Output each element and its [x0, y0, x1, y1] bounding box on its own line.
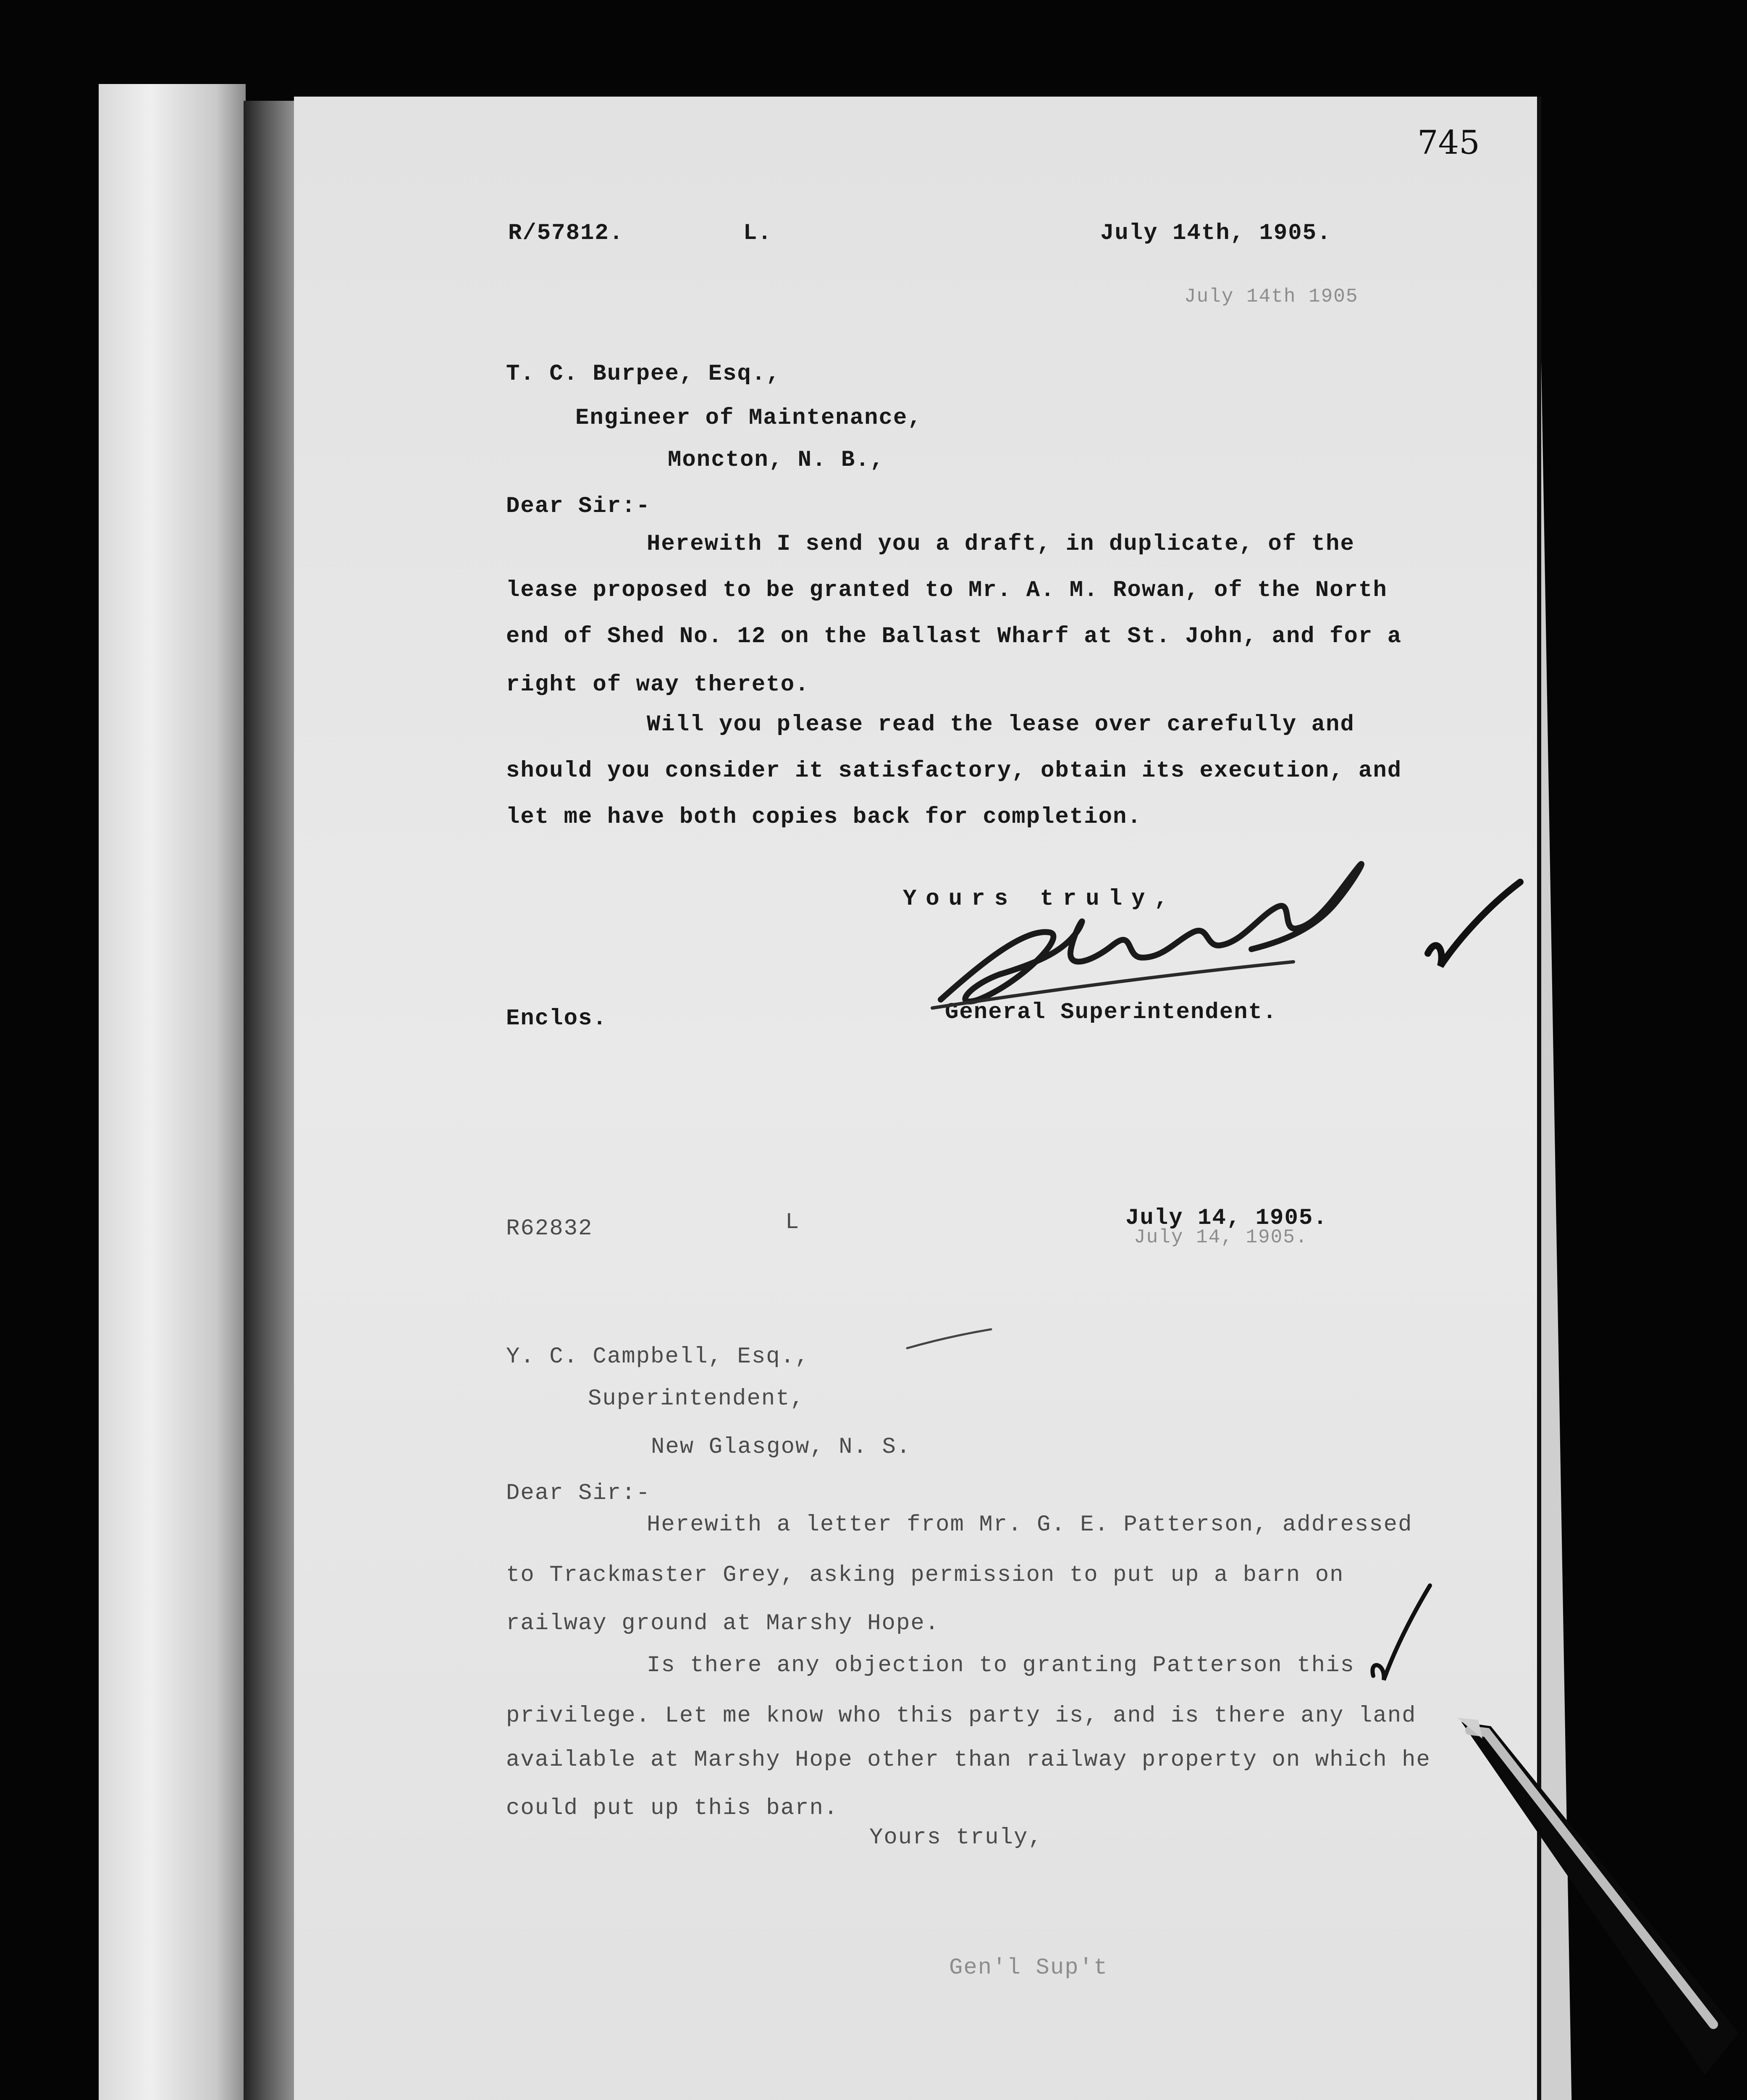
letter1-body-line: Will you please read the lease over carefully and — [647, 712, 1355, 738]
page-number: 745 — [1417, 124, 1480, 162]
bleed-through-date: July 14, 1905. — [1134, 1226, 1308, 1248]
letter2-body-line: to Trackmaster Grey, asking permission to put up a barn on — [506, 1562, 1344, 1588]
letter2-closing: Yours truly, — [869, 1825, 1043, 1851]
letter1-recipient-place: Moncton, N. B., — [668, 447, 885, 473]
pencil-mark — [903, 1323, 995, 1357]
letter1-recipient-name: T. C. Burpee, Esq., — [506, 361, 781, 387]
letter2-recipient-place: New Glasgow, N. S. — [651, 1434, 911, 1460]
letter2-signature-title: Gen'l Sup't — [949, 1955, 1108, 1981]
check-mark — [1419, 874, 1529, 983]
left-page-strip — [99, 84, 246, 2100]
check-mark — [1361, 1579, 1436, 1688]
handwritten-signature — [915, 823, 1386, 1025]
binding-shadow — [244, 101, 298, 2100]
letter1-signature-title: General Superintendent. — [945, 1000, 1277, 1025]
letter2-reference: R62832 — [506, 1216, 593, 1242]
letter2-body-line: Is there any objection to granting Patterson this — [647, 1653, 1355, 1678]
letter2-body-line: could put up this barn. — [506, 1796, 839, 1821]
letter1-closing: Yours truly, — [903, 886, 1177, 912]
letter1-body-line: Herewith I send you a draft, in duplicate, of the — [647, 531, 1355, 557]
letter1-salutation: Dear Sir:- — [506, 494, 651, 519]
letter2-date: July 14, 1905. — [1125, 1205, 1328, 1231]
letter1-recipient-title: Engineer of Maintenance, — [575, 405, 922, 431]
letter1-body-line: right of way thereto. — [506, 672, 810, 698]
letter1-enclosure: Enclos. — [506, 1006, 607, 1032]
letter1-body-line: should you consider it satisfactory, obtain its execution, and — [506, 758, 1402, 784]
letter1-body-line: lease proposed to be granted to Mr. A. M. Rowan, of the North — [506, 578, 1388, 603]
letter2-mark: L — [785, 1210, 800, 1235]
bleed-through-date: July 14th 1905 — [1184, 286, 1359, 307]
letter2-recipient-name: Y. C. Campbell, Esq., — [506, 1344, 810, 1370]
letter2-salutation: Dear Sir:- — [506, 1480, 651, 1506]
letter2-body-line: privilege. Let me know who this party is, and is there any land — [506, 1703, 1416, 1729]
letter1-reference: R/57812. — [508, 220, 624, 246]
fountain-pen — [1453, 1714, 1747, 2092]
letter1-body-line: end of Shed No. 12 on the Ballast Wharf at St. John, and for a — [506, 624, 1402, 649]
letter1-date: July 14th, 1905. — [1100, 220, 1332, 246]
letter1-mark: L. — [743, 220, 772, 246]
letter2-body-line: railway ground at Marshy Hope. — [506, 1611, 940, 1636]
letter1-body-line: let me have both copies back for completion. — [506, 804, 1142, 830]
letter2-body-line: available at Marshy Hope other than railway property on which he — [506, 1747, 1431, 1773]
letter-page — [294, 97, 1537, 2100]
letter2-recipient-title: Superintendent, — [588, 1386, 805, 1412]
letter2-body-line: Herewith a letter from Mr. G. E. Patterson, addressed — [647, 1512, 1413, 1538]
